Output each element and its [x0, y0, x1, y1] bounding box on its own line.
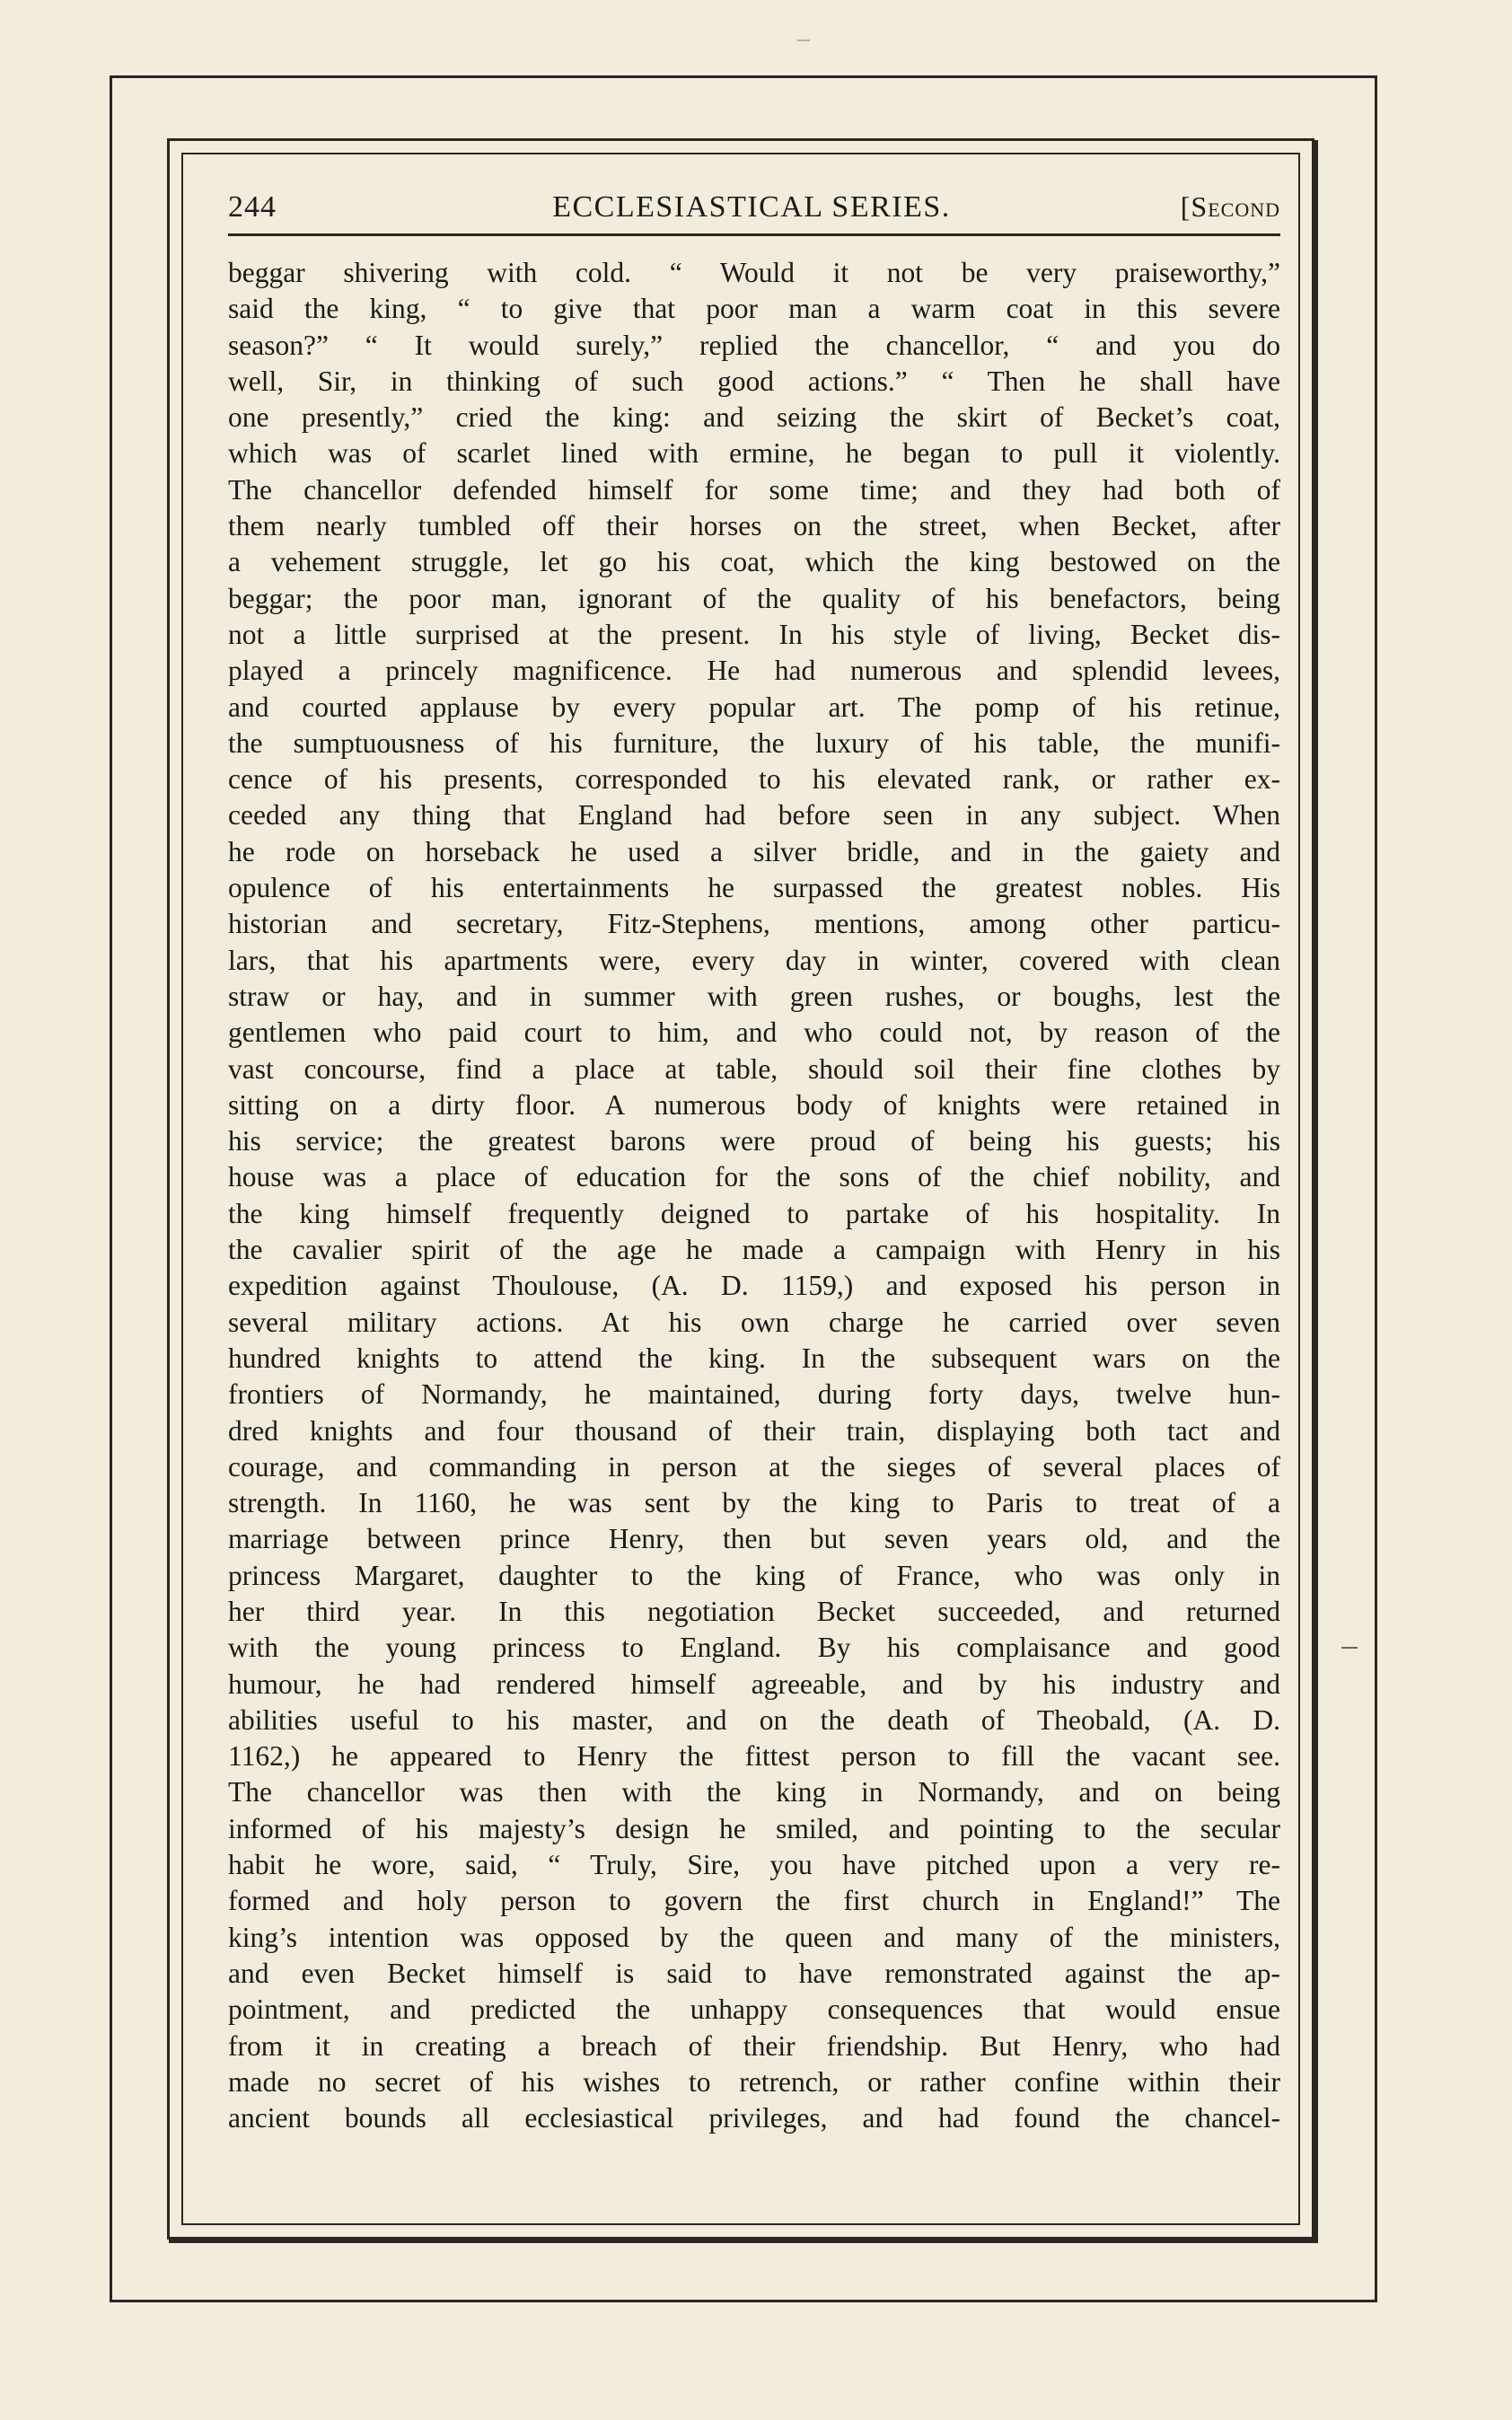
- text-line: pointment, and predicted the unhappy consequences that would ensue: [228, 1993, 1280, 2026]
- text-line: princess Margaret, daughter to the king of France, who was only in: [228, 1559, 1280, 1591]
- text-line: and courted applause by every popular art. The pomp of his retinue,: [228, 691, 1280, 723]
- text-line: season?” “ It would surely,” replied the chancellor, “ and you do: [228, 329, 1280, 361]
- text-line: beggar shivering with cold. “ Would it not be very praiseworthy,”: [228, 257, 1280, 288]
- text-line: The chancellor was then with the king in Normandy, and on being: [228, 1776, 1280, 1808]
- text-line: strength. In 1160, he was sent by the king to Paris to treat of a: [228, 1487, 1280, 1519]
- text-line: dred knights and four thousand of their train, displaying both tact and: [228, 1414, 1280, 1447]
- text-line: not a little surprised at the present. In his style of living, Becket dis-: [228, 618, 1280, 650]
- text-line: said the king, “ to give that poor man a warm coat in this severe: [228, 293, 1280, 325]
- text-line: with the young princess to England. By his complaisance and good: [228, 1632, 1280, 1664]
- text-line: king’s intention was opposed by the queen and many of the ministers,: [228, 1921, 1280, 1953]
- text-line: them nearly tumbled off their horses on the street, when Becket, after: [228, 510, 1280, 542]
- text-line: vast concourse, find a place at table, should soil their fine clothes by: [228, 1052, 1280, 1085]
- text-line: 1162,) he appeared to Henry the fittest person to fill the vacant see.: [228, 1740, 1280, 1773]
- text-line: opulence of his entertainments he surpassed the greatest nobles. His: [228, 872, 1280, 904]
- text-line: beggar; the poor man, ignorant of the quality of his benefactors, being: [228, 582, 1280, 614]
- top-margin-mark: [797, 40, 810, 41]
- text-line: marriage between prince Henry, then but seven years old, and the: [228, 1523, 1280, 1555]
- text-line: cence of his presents, corresponded to his elevated rank, or rather ex-: [228, 763, 1280, 796]
- border-shadow-bottom: [169, 2240, 1318, 2243]
- page-number: 244: [228, 190, 277, 224]
- text-line: played a princely magnificence. He had numerous and splendid levees,: [228, 655, 1280, 687]
- text-line: the cavalier spirit of the age he made a campaign with Henry in his: [228, 1234, 1280, 1266]
- text-line: the king himself frequently deigned to partake of his hospitality. In: [228, 1197, 1280, 1229]
- text-line: a vehement struggle, let go his coat, which the king bestowed on the: [228, 546, 1280, 578]
- text-line: lars, that his apartments were, every day in winter, covered with clean: [228, 944, 1280, 976]
- text-line: the sumptuousness of his furniture, the luxury of his table, the munifi-: [228, 726, 1280, 759]
- page-content: [228, 180, 1280, 2136]
- text-line: her third year. In this negotiation Becket succeeded, and returned: [228, 1595, 1280, 1627]
- text-line: formed and holy person to govern the first church in England!” The: [228, 1885, 1280, 1917]
- margin-tick-mark: [1341, 1647, 1358, 1649]
- text-line: several military actions. At his own charge he carried over seven: [228, 1306, 1280, 1338]
- text-line: frontiers of Normandy, he maintained, during forty days, twelve hun-: [228, 1378, 1280, 1411]
- section-mark: [1181, 190, 1280, 224]
- text-line: sitting on a dirty floor. A numerous body of knights were retained in: [228, 1088, 1280, 1121]
- text-line: he rode on horseback he used a silver bridle, and in the gaiety and: [228, 835, 1280, 867]
- series-title: [228, 190, 1280, 224]
- text-line: abilities useful to his master, and on the death of Theobald, (A. D.: [228, 1703, 1280, 1736]
- header-rule: [228, 233, 1280, 236]
- text-line: and even Becket himself is said to have remonstrated against the ap-: [228, 1957, 1280, 1989]
- text-line: made no secret of his wishes to retrench, or rather confine within their: [228, 2065, 1280, 2098]
- running-head: [228, 180, 1280, 233]
- text-line: one presently,” cried the king: and seizing the skirt of Becket’s coat,: [228, 401, 1280, 434]
- text-line: house was a place of education for the sons of the chief nobility, and: [228, 1161, 1280, 1193]
- text-line: ceeded any thing that England had before seen in any subject. When: [228, 799, 1280, 832]
- series-title-text: ECCLESIASTICAL SERIES.: [552, 190, 951, 224]
- text-line: hundred knights to attend the king. In the subsequent wars on the: [228, 1342, 1280, 1374]
- text-line: which was of scarlet lined with ermine, he began to pull it violently.: [228, 437, 1280, 470]
- text-line: courage, and commanding in person at the sieges of several places of: [228, 1450, 1280, 1483]
- text-line: historian and secretary, Fitz-Stephens, mentions, among other particu-: [228, 908, 1280, 940]
- text-line: gentlemen who paid court to him, and who could not, by reason of the: [228, 1016, 1280, 1049]
- body-text: [228, 255, 1280, 2136]
- text-line: his service; the greatest barons were proud of being his guests; his: [228, 1125, 1280, 1157]
- border-shadow-right: [1314, 140, 1318, 2243]
- section-mark-text: [Second: [1180, 190, 1280, 223]
- text-line: well, Sir, in thinking of such good actions.” “ Then he shall have: [228, 365, 1280, 397]
- text-line: expedition against Thoulouse, (A. D. 1159,) and exposed his person in: [228, 1270, 1280, 1302]
- text-line: informed of his majesty’s design he smiled, and pointing to the secular: [228, 1812, 1280, 1844]
- text-line: straw or hay, and in summer with green rushes, or boughs, lest the: [228, 980, 1280, 1012]
- text-line: ancient bounds all ecclesiastical privileges, and had found the chancel-: [228, 2102, 1280, 2134]
- text-line: humour, he had rendered himself agreeable, and by his industry and: [228, 1668, 1280, 1700]
- text-line: habit he wore, said, “ Truly, Sire, you have pitched upon a very re-: [228, 1849, 1280, 1881]
- text-line: The chancellor defended himself for some time; and they had both of: [228, 473, 1280, 506]
- text-line: from it in creating a breach of their friendship. But Henry, who had: [228, 2029, 1280, 2062]
